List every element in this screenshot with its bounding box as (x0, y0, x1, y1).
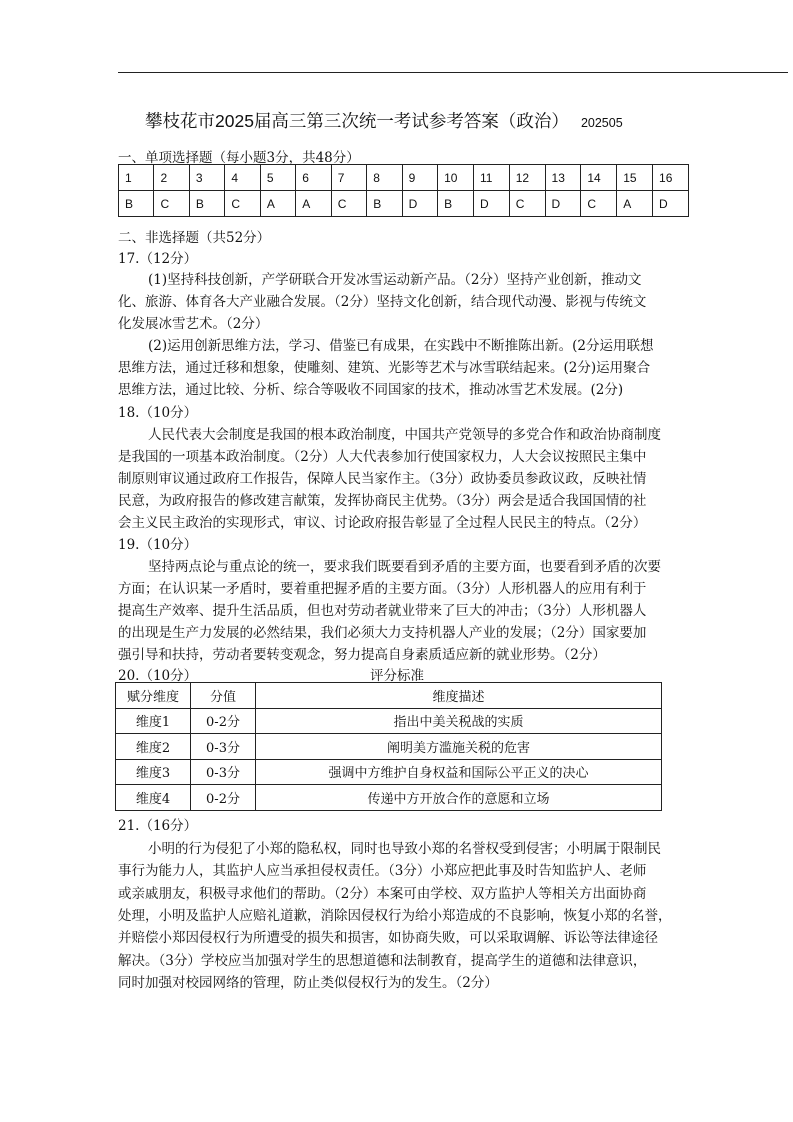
rubric-cell: 维度3 (116, 759, 191, 785)
q17-heading: 17.（12分） (118, 251, 198, 267)
rubric-cell: 0-2分 (191, 785, 256, 811)
answer-letter: B (367, 191, 402, 217)
question-number: 15 (617, 165, 653, 191)
rubric-cell: 维度4 (116, 785, 191, 811)
answer-letter: C (509, 191, 545, 217)
q19-line: 提高生产效率、提升生活品质，但也对劳动者就业带来了巨大的冲击；（3分）人形机器人 (118, 603, 647, 619)
rubric-cell: 0-2分 (191, 708, 256, 734)
q18-line: 民意，为政府报告的修改建言献策，发挥协商民主优势。（3分）两会是适合我国国情的社 (118, 493, 647, 509)
rubric-cell: 维度1 (116, 708, 191, 734)
q18-line: 会主义民主政治的实现形式，审议、讨论政府报告彰显了全过程人民民主的特点。（2分） (118, 515, 647, 531)
q17-line: (1)坚持科技创新，产学研联合开发冰雪运动新产品。（2分）坚持产业创新，推动文 (148, 272, 642, 288)
header-rule (118, 72, 788, 73)
q19-line: 坚持两点论与重点论的统一，要求我们既要看到矛盾的主要方面，也要看到矛盾的次要 (148, 559, 661, 575)
q17-line: 思维方法，通过迁移和想象，使雕刻、建筑、光影等艺术与冰雪联结起来。(2分)运用聚合 (118, 360, 651, 376)
question-number: 13 (545, 165, 581, 191)
q20-caption: 评分标准 (370, 668, 424, 684)
question-number: 8 (367, 165, 402, 191)
q21-line: 处理，小明及监护人应赔礼道歉，消除因侵权行为给小郑造成的不良影响，恢复小郑的名誉， (118, 907, 672, 924)
answer-letter: B (119, 191, 154, 217)
q19-line: 的出现是生产力发展的必然结果，我们必须大力支持机器人产业的发展；（2分）国家要加 (118, 625, 647, 641)
q18-line: 人民代表大会制度是我国的根本政治制度，中国共产党领导的多党合作和政治协商制度 (148, 427, 661, 443)
q18-heading: 18.（10分） (118, 405, 198, 421)
answer-letter: D (545, 191, 581, 217)
question-number: 12 (509, 165, 545, 191)
question-number: 6 (296, 165, 331, 191)
question-number: 1 (119, 165, 154, 191)
question-number: 7 (331, 165, 366, 191)
answer-letter: A (260, 191, 295, 217)
section-1-heading: 一、单项选择题（每小题3分，共48分） (118, 150, 360, 166)
q18-line: 是我国的一项基本政治制度。（2分）人大代表参加行使国家权力，人大会议按照民主集中 (118, 449, 647, 465)
question-number: 14 (581, 165, 617, 191)
question-number: 16 (653, 165, 689, 191)
q19-line: 方面；在认识某一矛盾时，要着重把握矛盾的主要方面。（3分）人形机器人的应用有利于 (118, 581, 647, 597)
rubric-header: 维度描述 (256, 683, 662, 709)
rubric-header: 赋分维度 (116, 683, 191, 709)
answer-letter: B (189, 191, 224, 217)
rubric-cell: 0-3分 (191, 734, 256, 760)
answer-letter: A (296, 191, 331, 217)
q18-line: 制原则审议通过政府工作报告，保障人民当家作主。（3分）政协委员参政议政，反映社情 (118, 471, 647, 487)
q21-heading: 21.（16分） (118, 818, 198, 834)
q21-line: 或亲戚朋友，积极寻求他们的帮助。（2分）本案可由学校、双方监护人等相关方出面协商 (118, 885, 647, 902)
rubric-row (116, 785, 662, 811)
q21-line: 事行为能力人，其监护人应当承担侵权责任。（3分）小郑应把此事及时告知监护人、老师 (118, 863, 647, 880)
title-text: 攀枝花市2025届高三第三次统一考试参考答案（政治） (145, 111, 569, 131)
mc-answer-table (118, 164, 689, 217)
q20-rubric-table (115, 682, 662, 811)
answer-letter: A (617, 191, 653, 217)
answer-letter: C (225, 191, 260, 217)
q21-line: 小明的行为侵犯了小郑的隐私权，同时也导致小郑的名誉权受到侵害；小明属于限制民 (148, 841, 661, 857)
q17-line: 思维方法，通过比较、分析、综合等吸收不同国家的技术，推动冰雪艺术发展。(2分) (118, 382, 624, 398)
q21-line: 同时加强对校园网络的管理，防止类似侵权行为的发生。（2分） (118, 974, 498, 991)
rubric-cell: 阐明美方滥施关税的危害 (256, 734, 662, 760)
question-number: 4 (225, 165, 260, 191)
answer-letter: C (581, 191, 617, 217)
q21-line: 解决。（3分）学校应当加强对学生的思想道德和法制教育，提高学生的道德和法律意识， (118, 952, 647, 969)
rubric-row (116, 708, 662, 734)
question-number: 3 (189, 165, 224, 191)
rubric-header: 分值 (191, 683, 256, 709)
page-title (145, 108, 623, 133)
q17-line: (2)运用创新思维方法，学习、借鉴已有成果，在实践中不断推陈出新。(2分运用联想 (148, 338, 654, 354)
answer-letter: B (438, 191, 474, 217)
q19-heading: 19.（10分） (118, 537, 198, 553)
q17-line: 化发展冰雪艺术。（2分） (118, 316, 269, 332)
q17-line: 化、旅游、体育各大产业融合发展。（2分）坚持文化创新，结合现代动漫、影视与传统文 (118, 294, 647, 310)
question-number: 11 (473, 165, 509, 191)
q21-line: 并赔偿小郑因侵权行为所遭受的损失和损害，如协商失败，可以采取调解、诉讼等法律途径 (118, 930, 658, 947)
question-number: 5 (260, 165, 295, 191)
rubric-cell: 传递中方开放合作的意愿和立场 (256, 785, 662, 811)
q19-line: 强引导和扶持，劳动者要转变观念，努力提高自身素质适应新的就业形势。（2分） (118, 647, 606, 663)
rubric-row (116, 734, 662, 760)
answer-letter: D (653, 191, 689, 217)
question-number: 9 (402, 165, 437, 191)
rubric-row (116, 759, 662, 785)
answer-letter: C (154, 191, 189, 217)
rubric-cell: 指出中美关税战的实质 (256, 708, 662, 734)
question-number: 10 (438, 165, 474, 191)
rubric-cell: 强调中方维护自身权益和国际公平正义的决心 (256, 759, 662, 785)
answer-letter: C (331, 191, 366, 217)
rubric-cell: 0-3分 (191, 759, 256, 785)
answer-letter: D (473, 191, 509, 217)
section-2-heading: 二、非选择题（共52分） (118, 230, 271, 246)
question-number: 2 (154, 165, 189, 191)
rubric-cell: 维度2 (116, 734, 191, 760)
answer-letter: D (402, 191, 437, 217)
q20-heading: 20.（10分） (118, 668, 198, 684)
title-code: 202505 (580, 116, 623, 130)
